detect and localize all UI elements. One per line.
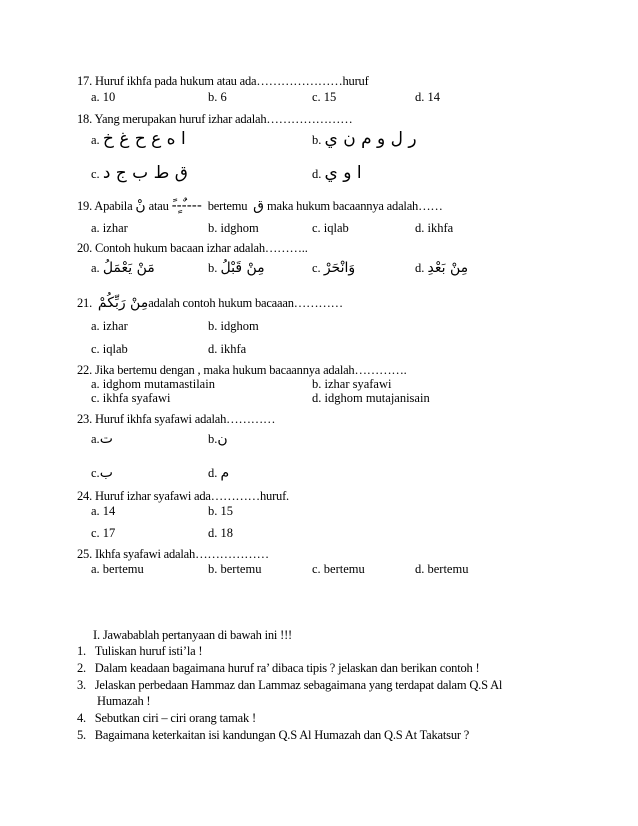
q19-option-d: d. ikhfa xyxy=(415,221,454,235)
q22-option-c: c. ikhfa syafawi xyxy=(91,391,171,405)
q20-option-b: b. مِنْ قَبْلُ xyxy=(208,260,265,276)
question-18: 18. Yang merupakan huruf izhar adalah………………… xyxy=(77,112,353,126)
question-25: 25. Ikhfa syafawi adalah……………… xyxy=(77,547,269,561)
q20-option-d: d. مِنْ بَعْدِ xyxy=(415,260,469,276)
q24-option-a: a. 14 xyxy=(91,504,116,518)
question-19: 19. Apabila نْ atau -ً-ٍ-ٌ--- bertemu ق maka hukum bacaannya adalah…… xyxy=(77,198,443,214)
q23-option-b: b.ن xyxy=(208,431,228,447)
q18-option-d: d. ا و ي xyxy=(312,163,362,183)
q18-option-c: c. ق ط ب ج د xyxy=(91,163,188,183)
question-24: 24. Huruf izhar syafawi ada…………huruf. xyxy=(77,489,289,503)
q21-option-b: b. idghom xyxy=(208,319,259,333)
question-17: 17. Huruf ikhfa pada hukum atau ada…………………huruf xyxy=(77,74,369,88)
essay-item-5: 5. Bagaimana keterkaitan isi kandungan Q.S Al Humazah dan Q.S At Takatsur ? xyxy=(77,728,470,742)
q25-option-d: d. bertemu xyxy=(415,562,469,576)
q25-option-b: b. bertemu xyxy=(208,562,262,576)
q23-option-c: c.ب xyxy=(91,465,113,481)
q24-option-c: c. 17 xyxy=(91,526,116,540)
question-23: 23. Huruf ikhfa syafawi adalah………… xyxy=(77,412,276,426)
q23-option-a: a.ت xyxy=(91,431,113,447)
q17-option-d: d. 14 xyxy=(415,90,440,104)
q21-option-c: c. iqlab xyxy=(91,342,128,356)
q19-option-b: b. idghom xyxy=(208,221,259,235)
q22-option-b: b. izhar syafawi xyxy=(312,377,392,391)
q25-option-a: a. bertemu xyxy=(91,562,144,576)
q20-option-c: c. وَانْحَرْ xyxy=(312,260,356,276)
q20-option-a: a. مَنْ يَعْمَلُ xyxy=(91,260,155,276)
question-20: 20. Contoh hukum bacaan izhar adalah……….. xyxy=(77,241,308,255)
question-21: 21. مِنْ رَبِّكُمْadalah contoh hukum bacaaan………… xyxy=(77,295,343,311)
q18-option-b: b. ر ل و م ن ي xyxy=(312,129,417,149)
q19-option-a: a. izhar xyxy=(91,221,128,235)
q19-option-c: c. iqlab xyxy=(312,221,349,235)
question-22: 22. Jika bertemu dengan , maka hukum bacaannya adalah…………. xyxy=(77,363,407,377)
q25-option-c: c. bertemu xyxy=(312,562,365,576)
essay-item-4: 4. Sebutkan ciri – ciri orang tamak ! xyxy=(77,711,256,725)
q24-option-d: d. 18 xyxy=(208,526,233,540)
essay-item-3: 3. Jelaskan perbedaan Hammaz dan Lammaz sebagaimana yang terdapat dalam Q.S Al xyxy=(77,678,503,692)
essay-item-2: 2. Dalam keadaan bagaimana huruf ra’ dibaca tipis ? jelaskan dan berikan contoh ! xyxy=(77,661,480,675)
q22-option-d: d. idghom mutajanisain xyxy=(312,391,430,405)
q18-option-a: a. ا ه ع ح غ خ xyxy=(91,129,186,149)
q24-option-b: b. 15 xyxy=(208,504,233,518)
q17-option-c: c. 15 xyxy=(312,90,337,104)
q17-option-b: b. 6 xyxy=(208,90,227,104)
q21-option-d: d. ikhfa xyxy=(208,342,247,356)
essay-item-3-continued: Humazah ! xyxy=(97,694,151,708)
q17-option-a: a. 10 xyxy=(91,90,116,104)
q22-option-a: a. idghom mutamastilain xyxy=(91,377,215,391)
q23-option-d: d. م xyxy=(208,465,230,481)
essay-item-1: 1. Tuliskan huruf isti’la ! xyxy=(77,644,203,658)
essay-heading: I. Jawabablah pertanyaan di bawah ini !!! xyxy=(93,628,293,642)
q21-option-a: a. izhar xyxy=(91,319,128,333)
